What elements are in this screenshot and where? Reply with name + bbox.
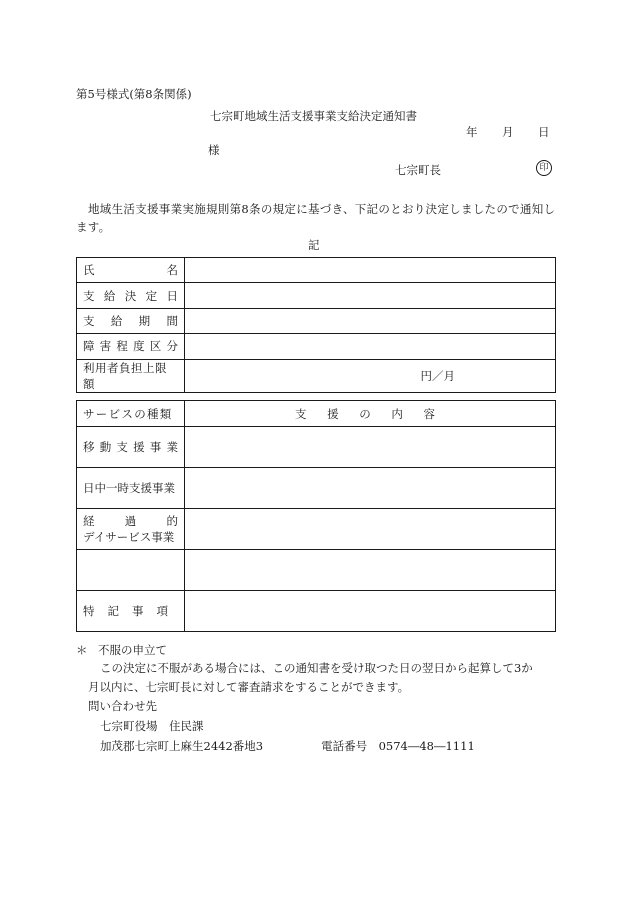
contact-title: 問い合わせ先 xyxy=(88,699,157,713)
value-cell xyxy=(185,308,556,333)
table-row xyxy=(77,258,556,283)
label-mobility-support: 移 動 支 援 事 業 xyxy=(83,440,178,454)
label-cell xyxy=(77,308,185,333)
table-row xyxy=(77,283,556,308)
header-label-cell: サービスの種類 xyxy=(77,401,185,427)
form-number: 第5号様式(第8条関係) xyxy=(76,87,192,101)
asterisk-icon: ＊ xyxy=(76,643,88,657)
label-name: 氏 名 xyxy=(83,263,178,278)
table-row xyxy=(77,427,556,468)
objection-heading xyxy=(76,642,167,658)
table-header-row xyxy=(77,401,556,427)
label-cell xyxy=(77,509,185,550)
label-period: 支 給 期 間 xyxy=(83,313,178,328)
value-cell xyxy=(185,509,556,550)
date-line xyxy=(466,124,550,140)
value-cell xyxy=(185,283,556,308)
table-row xyxy=(77,468,556,509)
date-year: 年 xyxy=(466,125,478,139)
label-decision-date: 支 給 決 定 日 xyxy=(83,288,178,303)
table-row xyxy=(77,359,556,392)
label-cell xyxy=(77,591,185,632)
value-cell xyxy=(185,427,556,468)
objection-line-1: この決定に不服がある場合には、この通知書を受け取つた日の翌日から起算して3か xyxy=(100,661,533,675)
phone-number: 電話番号 0574―48―1111 xyxy=(321,739,475,753)
header-value-cell xyxy=(185,401,556,427)
value-cell xyxy=(185,334,556,359)
issuer-name: 七宗町長 xyxy=(395,163,441,177)
service-table xyxy=(76,400,556,632)
address: 加茂郡七宗町上麻生2442番地3 xyxy=(100,739,264,753)
table-row xyxy=(77,591,556,632)
value-cell xyxy=(185,468,556,509)
table-row xyxy=(77,308,556,333)
label-cell xyxy=(77,334,185,359)
document-title: 七宗町地域生活支援事業支給決定通知書 xyxy=(210,109,417,123)
date-month: 月 xyxy=(502,125,514,139)
body-text: 地域生活支援事業実施規則第8条の規定に基づき、下記のとおり決定しましたので通知します。 xyxy=(76,202,556,234)
seal-icon: 印 xyxy=(536,160,552,176)
label-cell xyxy=(77,258,185,283)
value-cell xyxy=(185,550,556,591)
label-cell xyxy=(77,550,185,591)
label-disability-level: 障 害 程 度 区 分 xyxy=(83,339,178,354)
office-name: 七宗町役場 住民課 xyxy=(100,719,204,733)
value-cell xyxy=(185,591,556,632)
addressee-suffix: 様 xyxy=(208,143,220,157)
label-cell xyxy=(77,283,185,308)
header-support-content: 支 援 の 内 容 xyxy=(295,406,435,421)
value-cell xyxy=(185,258,556,283)
ki-heading: 記 xyxy=(308,238,320,252)
label-cell: 利用者負担上限額 xyxy=(77,359,185,392)
decision-table xyxy=(76,257,556,393)
label-day-service: デイサービス事業 xyxy=(83,530,175,544)
objection-title: 不服の申立て xyxy=(98,643,167,657)
table-row xyxy=(77,334,556,359)
label-cell: 日中一時支援事業 xyxy=(77,468,185,509)
label-transitional: 経 過 的 xyxy=(83,514,178,528)
label-cell xyxy=(77,427,185,468)
label-special-notes: 特 記 事 項 xyxy=(83,604,168,618)
table-row xyxy=(77,509,556,550)
contact-address-line xyxy=(100,738,475,754)
date-day: 日 xyxy=(538,125,550,139)
value-cell-yen: 円／月 xyxy=(185,359,556,392)
objection-line-2: 月以内に、七宗町長に対して審査請求をすることができます。 xyxy=(88,680,410,694)
table-row xyxy=(77,550,556,591)
